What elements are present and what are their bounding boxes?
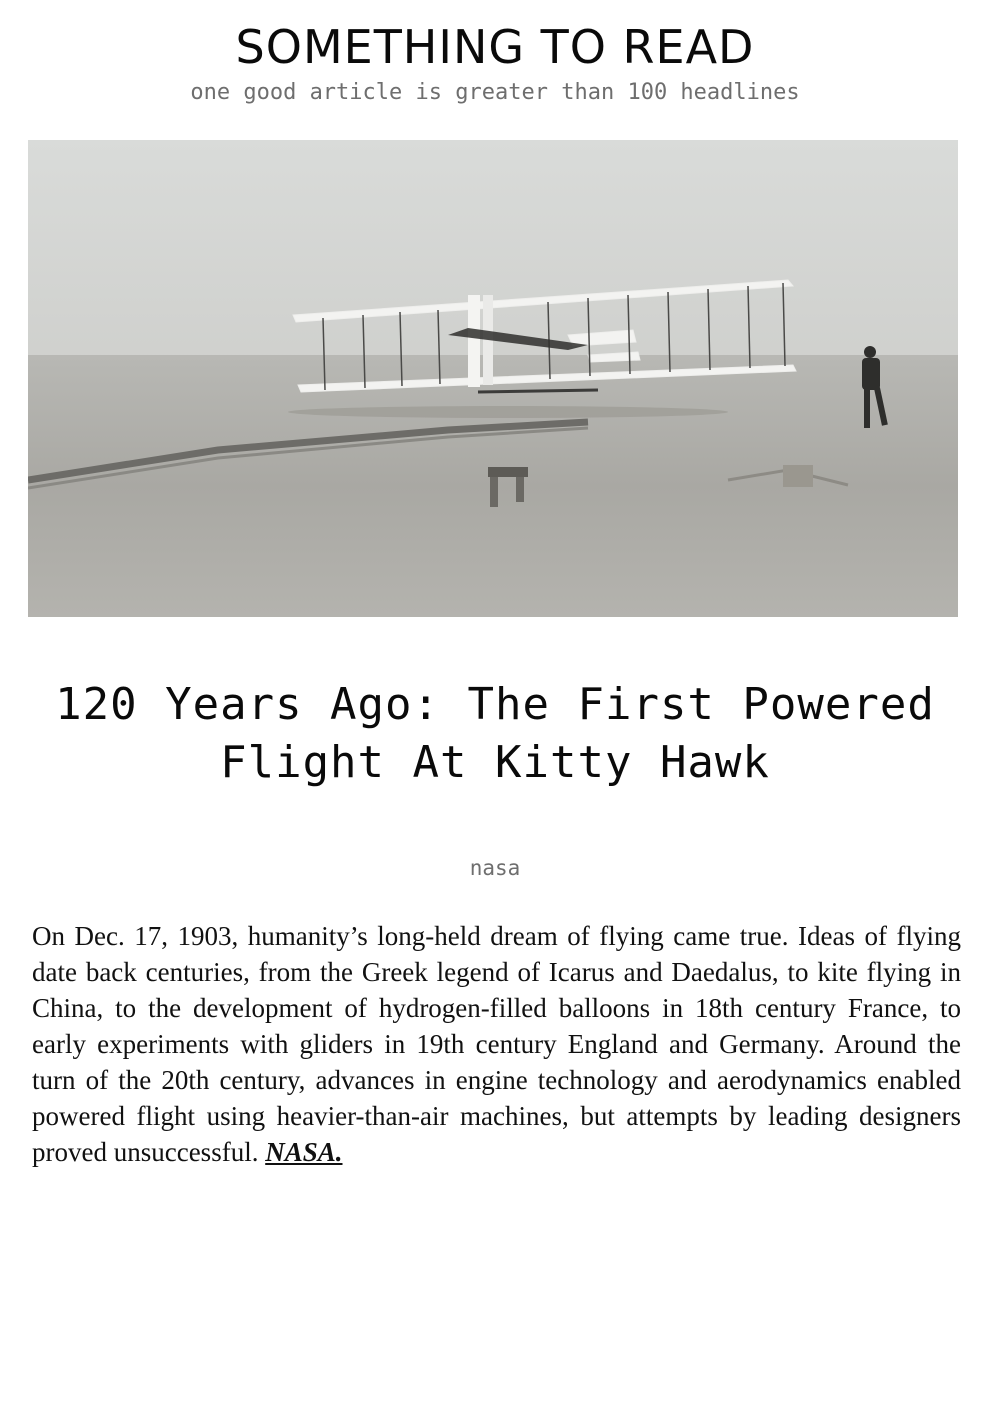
site-title-link[interactable]: SOMETHING TO READ	[235, 20, 755, 74]
article-byline: nasa	[469, 856, 521, 880]
hero-image	[28, 140, 958, 617]
site-tagline: one good article is greater than 100 headlines	[190, 80, 800, 105]
article-body-text: On Dec. 17, 1903, humanity’s long-held dream of flying came true. Ideas of flying date back centuries, from the Greek legend of Icarus and Daedalus, to kite flying in China, to the development of hydrogen-filled balloons in 18th century France, to early experiments with gliders in 19th century England and Germany. Around the turn of the 20th century, advances in engine technology and aerodynamics enabled powered flight using heavier-than-air machines, but attempts by leading designers proved unsuccessful.	[32, 921, 961, 1167]
site-header	[0, 0, 990, 108]
article-body	[32, 918, 961, 1170]
article-title: 120 Years Ago: The First Powered Flight At Kitty Hawk	[55, 679, 935, 788]
wright-flyer-photo-icon	[28, 140, 958, 617]
source-link[interactable]: NASA.	[265, 1137, 343, 1167]
